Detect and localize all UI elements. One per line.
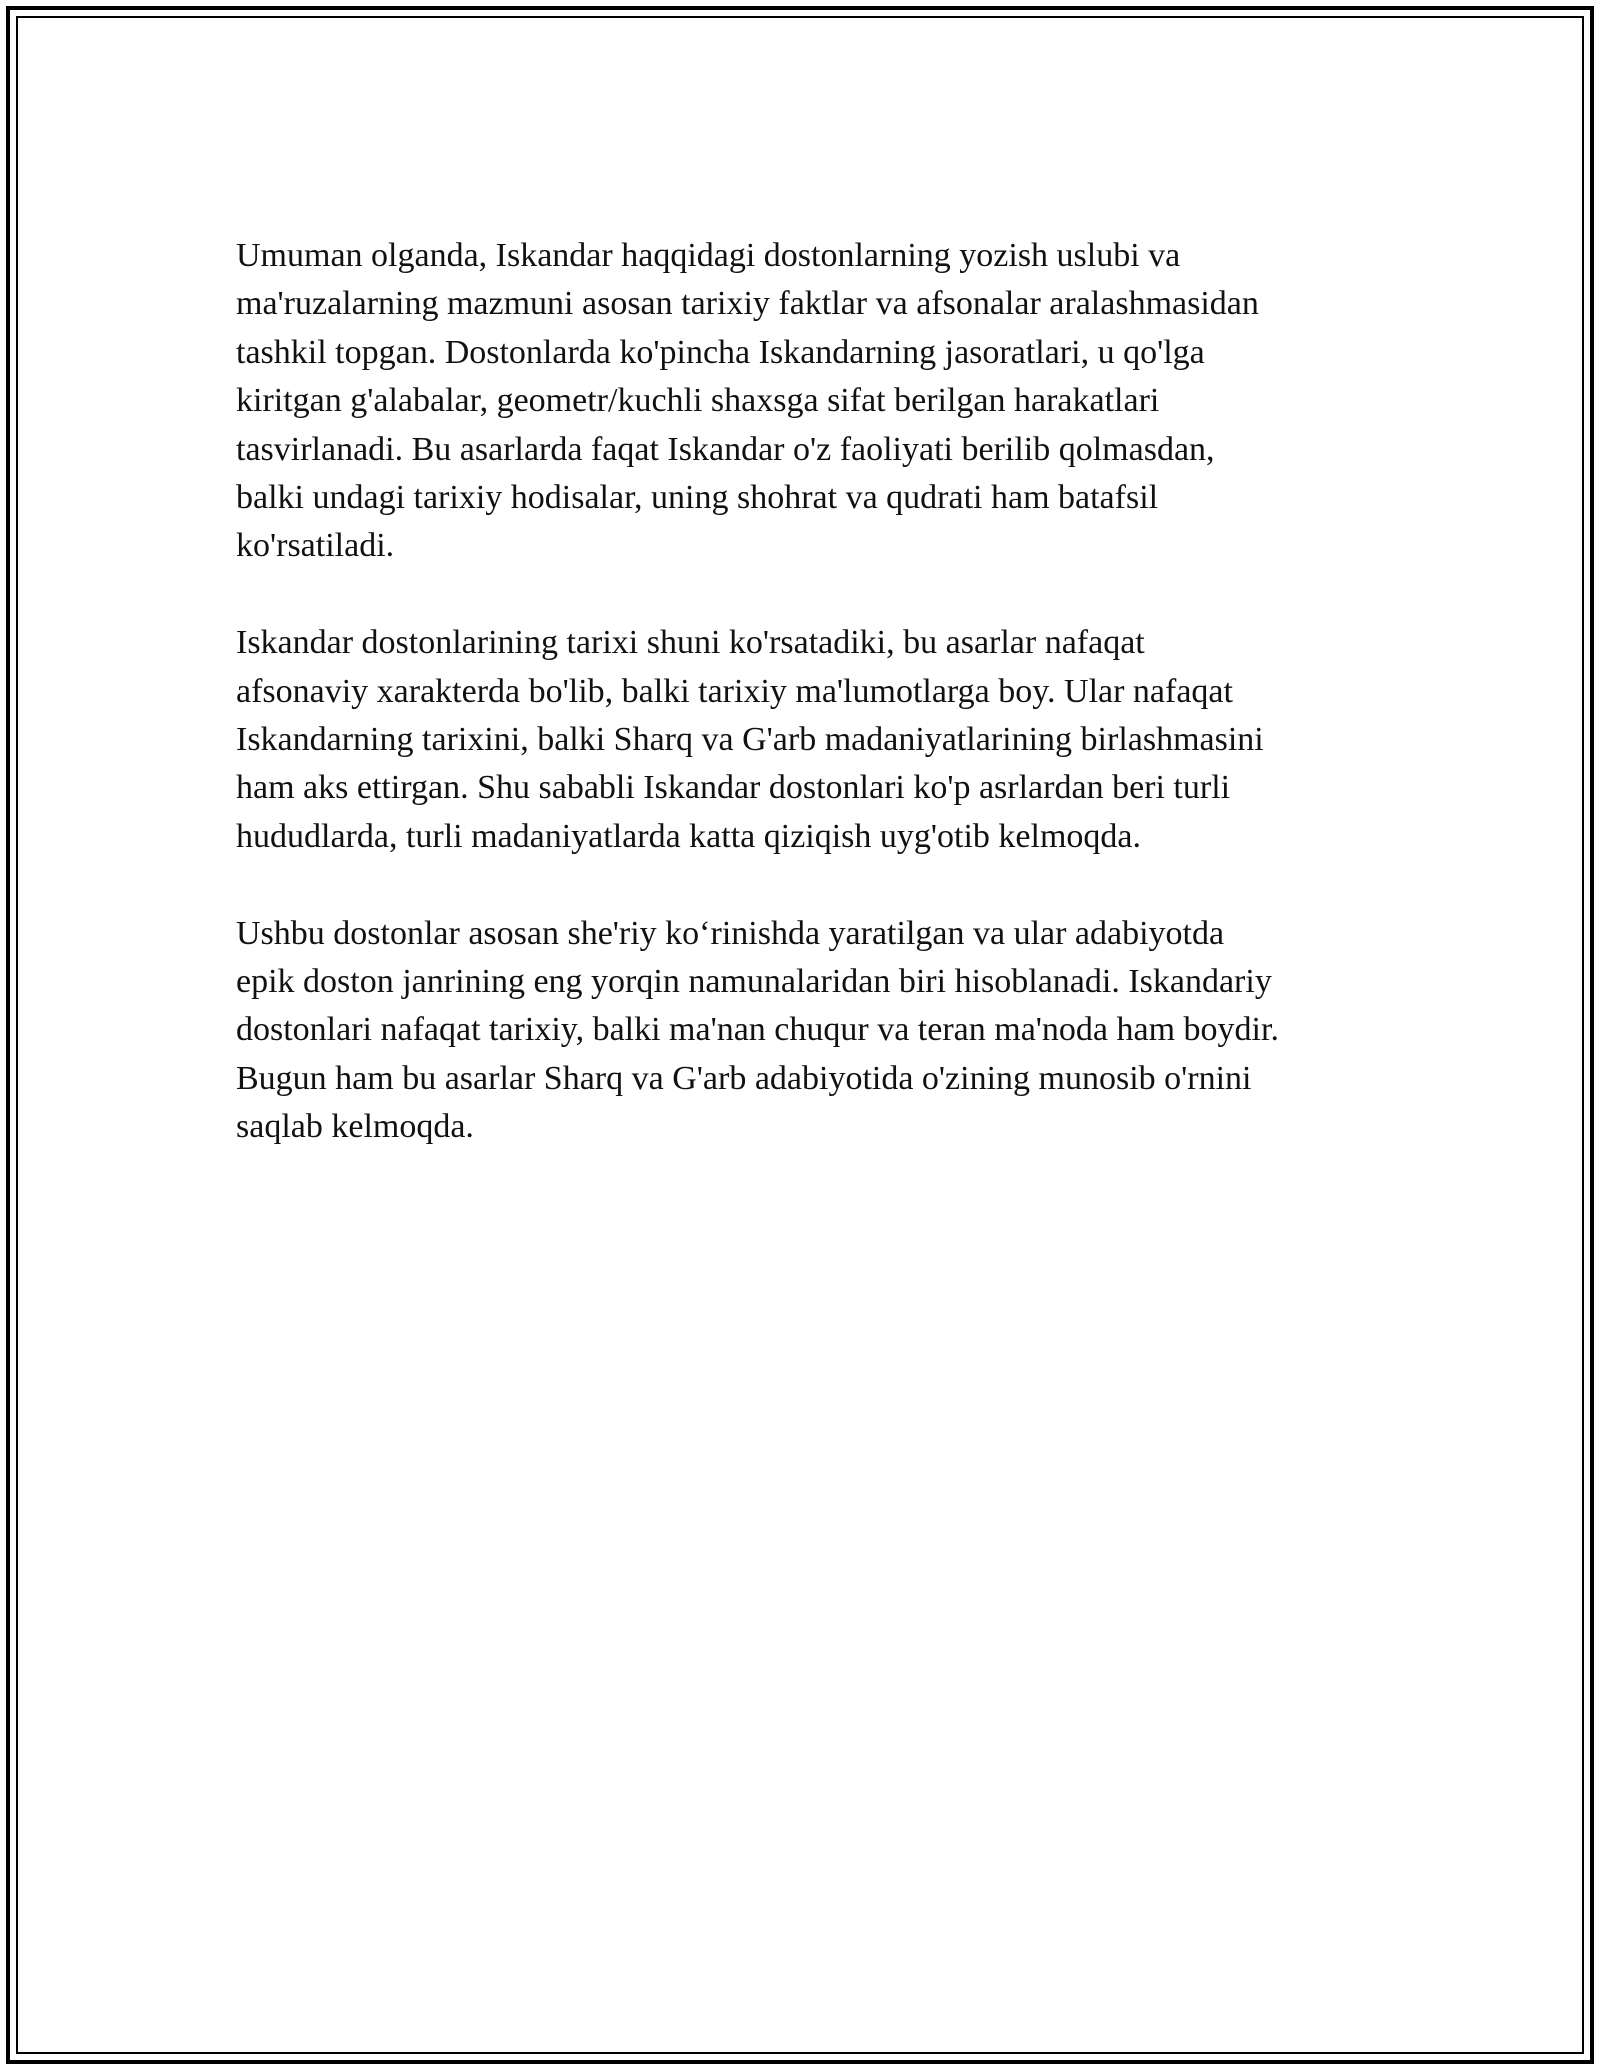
text-line: ham aks ettirgan. Shu sababli Iskandar dostonlari ko'p asrlardan beri turli bbox=[236, 769, 1231, 807]
text-line: dostonlari nafaqat tarixiy, balki ma'nan chuqur va teran ma'noda ham boydir. bbox=[236, 1011, 1279, 1049]
text-line: Bugun ham bu asarlar Sharq va G'arb adabiyotida o'zining munosib o'rnini bbox=[236, 1059, 1252, 1097]
text-line: balki undagi tarixiy hodisalar, uning shohrat va qudrati ham batafsil bbox=[236, 479, 1159, 517]
paragraph-2 bbox=[236, 619, 1376, 861]
text-line: epik doston janrining eng yorqin namunalaridan biri hisoblanadi. Iskandariy bbox=[236, 963, 1272, 1001]
text-line: afsonaviy xarakterda bo'lib, balki tarixiy ma'lumotlarga boy. Ular nafaqat bbox=[236, 672, 1233, 710]
text-line: hududlarda, turli madaniyatlarda katta qiziqish uyg'otib kelmoqda. bbox=[236, 817, 1142, 855]
text-line: ma'ruzalarning mazmuni asosan tarixiy faktlar va afsonalar aralashmasidan bbox=[236, 285, 1259, 323]
text-line: Iskandarning tarixini, balki Sharq va G'arb madaniyatlarining birlashmasini bbox=[236, 721, 1264, 759]
text-line: kiritgan g'alabalar, geometr/kuchli shaxsga sifat berilgan harakatlari bbox=[236, 382, 1160, 420]
paragraph-3 bbox=[236, 910, 1376, 1152]
text-line: ko'rsatiladi. bbox=[236, 527, 395, 565]
text-line: Ushbu dostonlar asosan she'riy ko‘rinishda yaratilgan va ular adabiyotda bbox=[236, 914, 1225, 952]
paragraph-1 bbox=[236, 232, 1376, 571]
text-line: Iskandar dostonlarining tarixi shuni ko'rsatadiki, bu asarlar nafaqat bbox=[236, 624, 1145, 662]
text-line: saqlab kelmoqda. bbox=[236, 1108, 474, 1146]
text-line: tasvirlanadi. Bu asarlarda faqat Iskandar o'z faoliyati berilib qolmasdan, bbox=[236, 430, 1215, 468]
document-body bbox=[236, 232, 1376, 1200]
text-line: tashkil topgan. Dostonlarda ko'pincha Iskandarning jasoratlari, u qo'lga bbox=[236, 333, 1205, 371]
text-line: Umuman olganda, Iskandar haqqidagi dostonlarning yozish uslubi va bbox=[236, 237, 1181, 274]
